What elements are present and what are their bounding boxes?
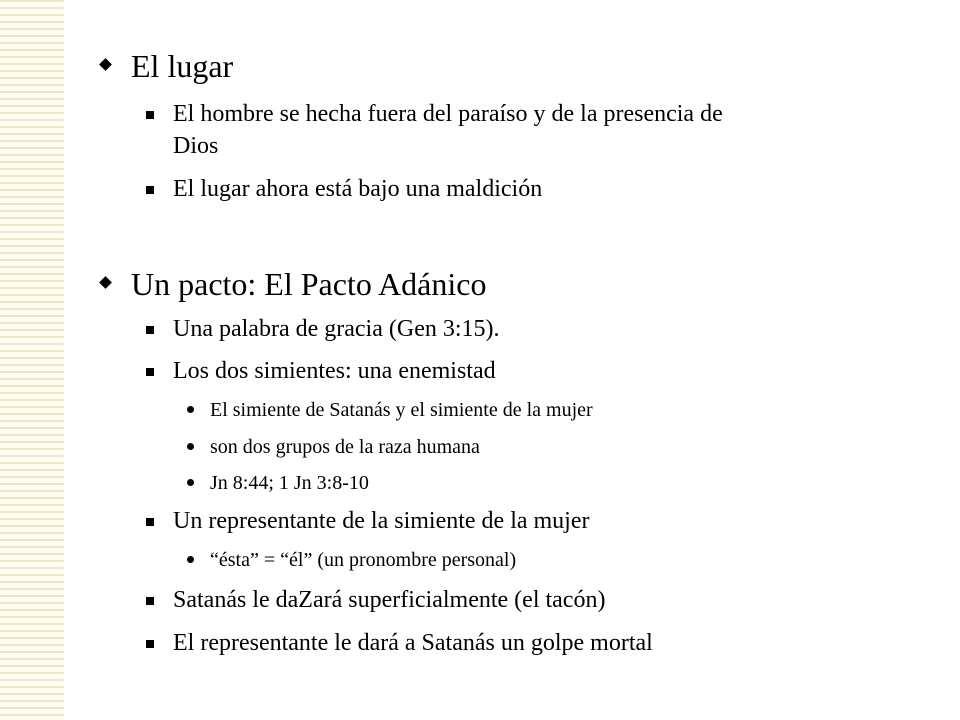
- bullet-item: Una palabra de gracia (Gen 3:15).: [173, 316, 500, 342]
- sub-bullet-item: El simiente de Satanás y el simiente de la mujer: [210, 399, 593, 421]
- square-bullet-icon: [146, 518, 154, 526]
- section-heading-pacto: Un pacto: El Pacto Adánico: [131, 266, 487, 302]
- square-bullet-icon: [146, 186, 154, 194]
- section-heading-lugar: El lugar: [131, 48, 234, 84]
- diamond-bullet-icon: [99, 276, 112, 289]
- square-bullet-icon: [146, 111, 154, 119]
- bullet-item: Satanás le daZará superficialmente (el tacón): [173, 587, 606, 613]
- round-bullet-icon: [187, 479, 194, 486]
- round-bullet-icon: [187, 556, 194, 563]
- round-bullet-icon: [187, 443, 194, 450]
- bullet-item-continuation: Dios: [173, 133, 219, 159]
- square-bullet-icon: [146, 368, 154, 376]
- sub-bullet-item: Jn 8:44; 1 Jn 3:8-10: [210, 472, 369, 494]
- sub-bullet-item: son dos grupos de la raza humana: [210, 436, 480, 458]
- bullet-item: El representante le dará a Satanás un golpe mortal: [173, 630, 653, 656]
- diamond-bullet-icon: [99, 58, 112, 71]
- square-bullet-icon: [146, 326, 154, 334]
- bullet-item: Los dos simientes: una enemistad: [173, 358, 496, 384]
- sub-bullet-item: “ésta” = “él” (un pronombre personal): [210, 549, 517, 571]
- round-bullet-icon: [187, 406, 194, 413]
- square-bullet-icon: [146, 597, 154, 605]
- square-bullet-icon: [146, 640, 154, 648]
- bullet-item: Un representante de la simiente de la mujer: [173, 508, 590, 534]
- bullet-item: El lugar ahora está bajo una maldición: [173, 176, 543, 202]
- bullet-item: El hombre se hecha fuera del paraíso y de la presencia de: [173, 101, 723, 127]
